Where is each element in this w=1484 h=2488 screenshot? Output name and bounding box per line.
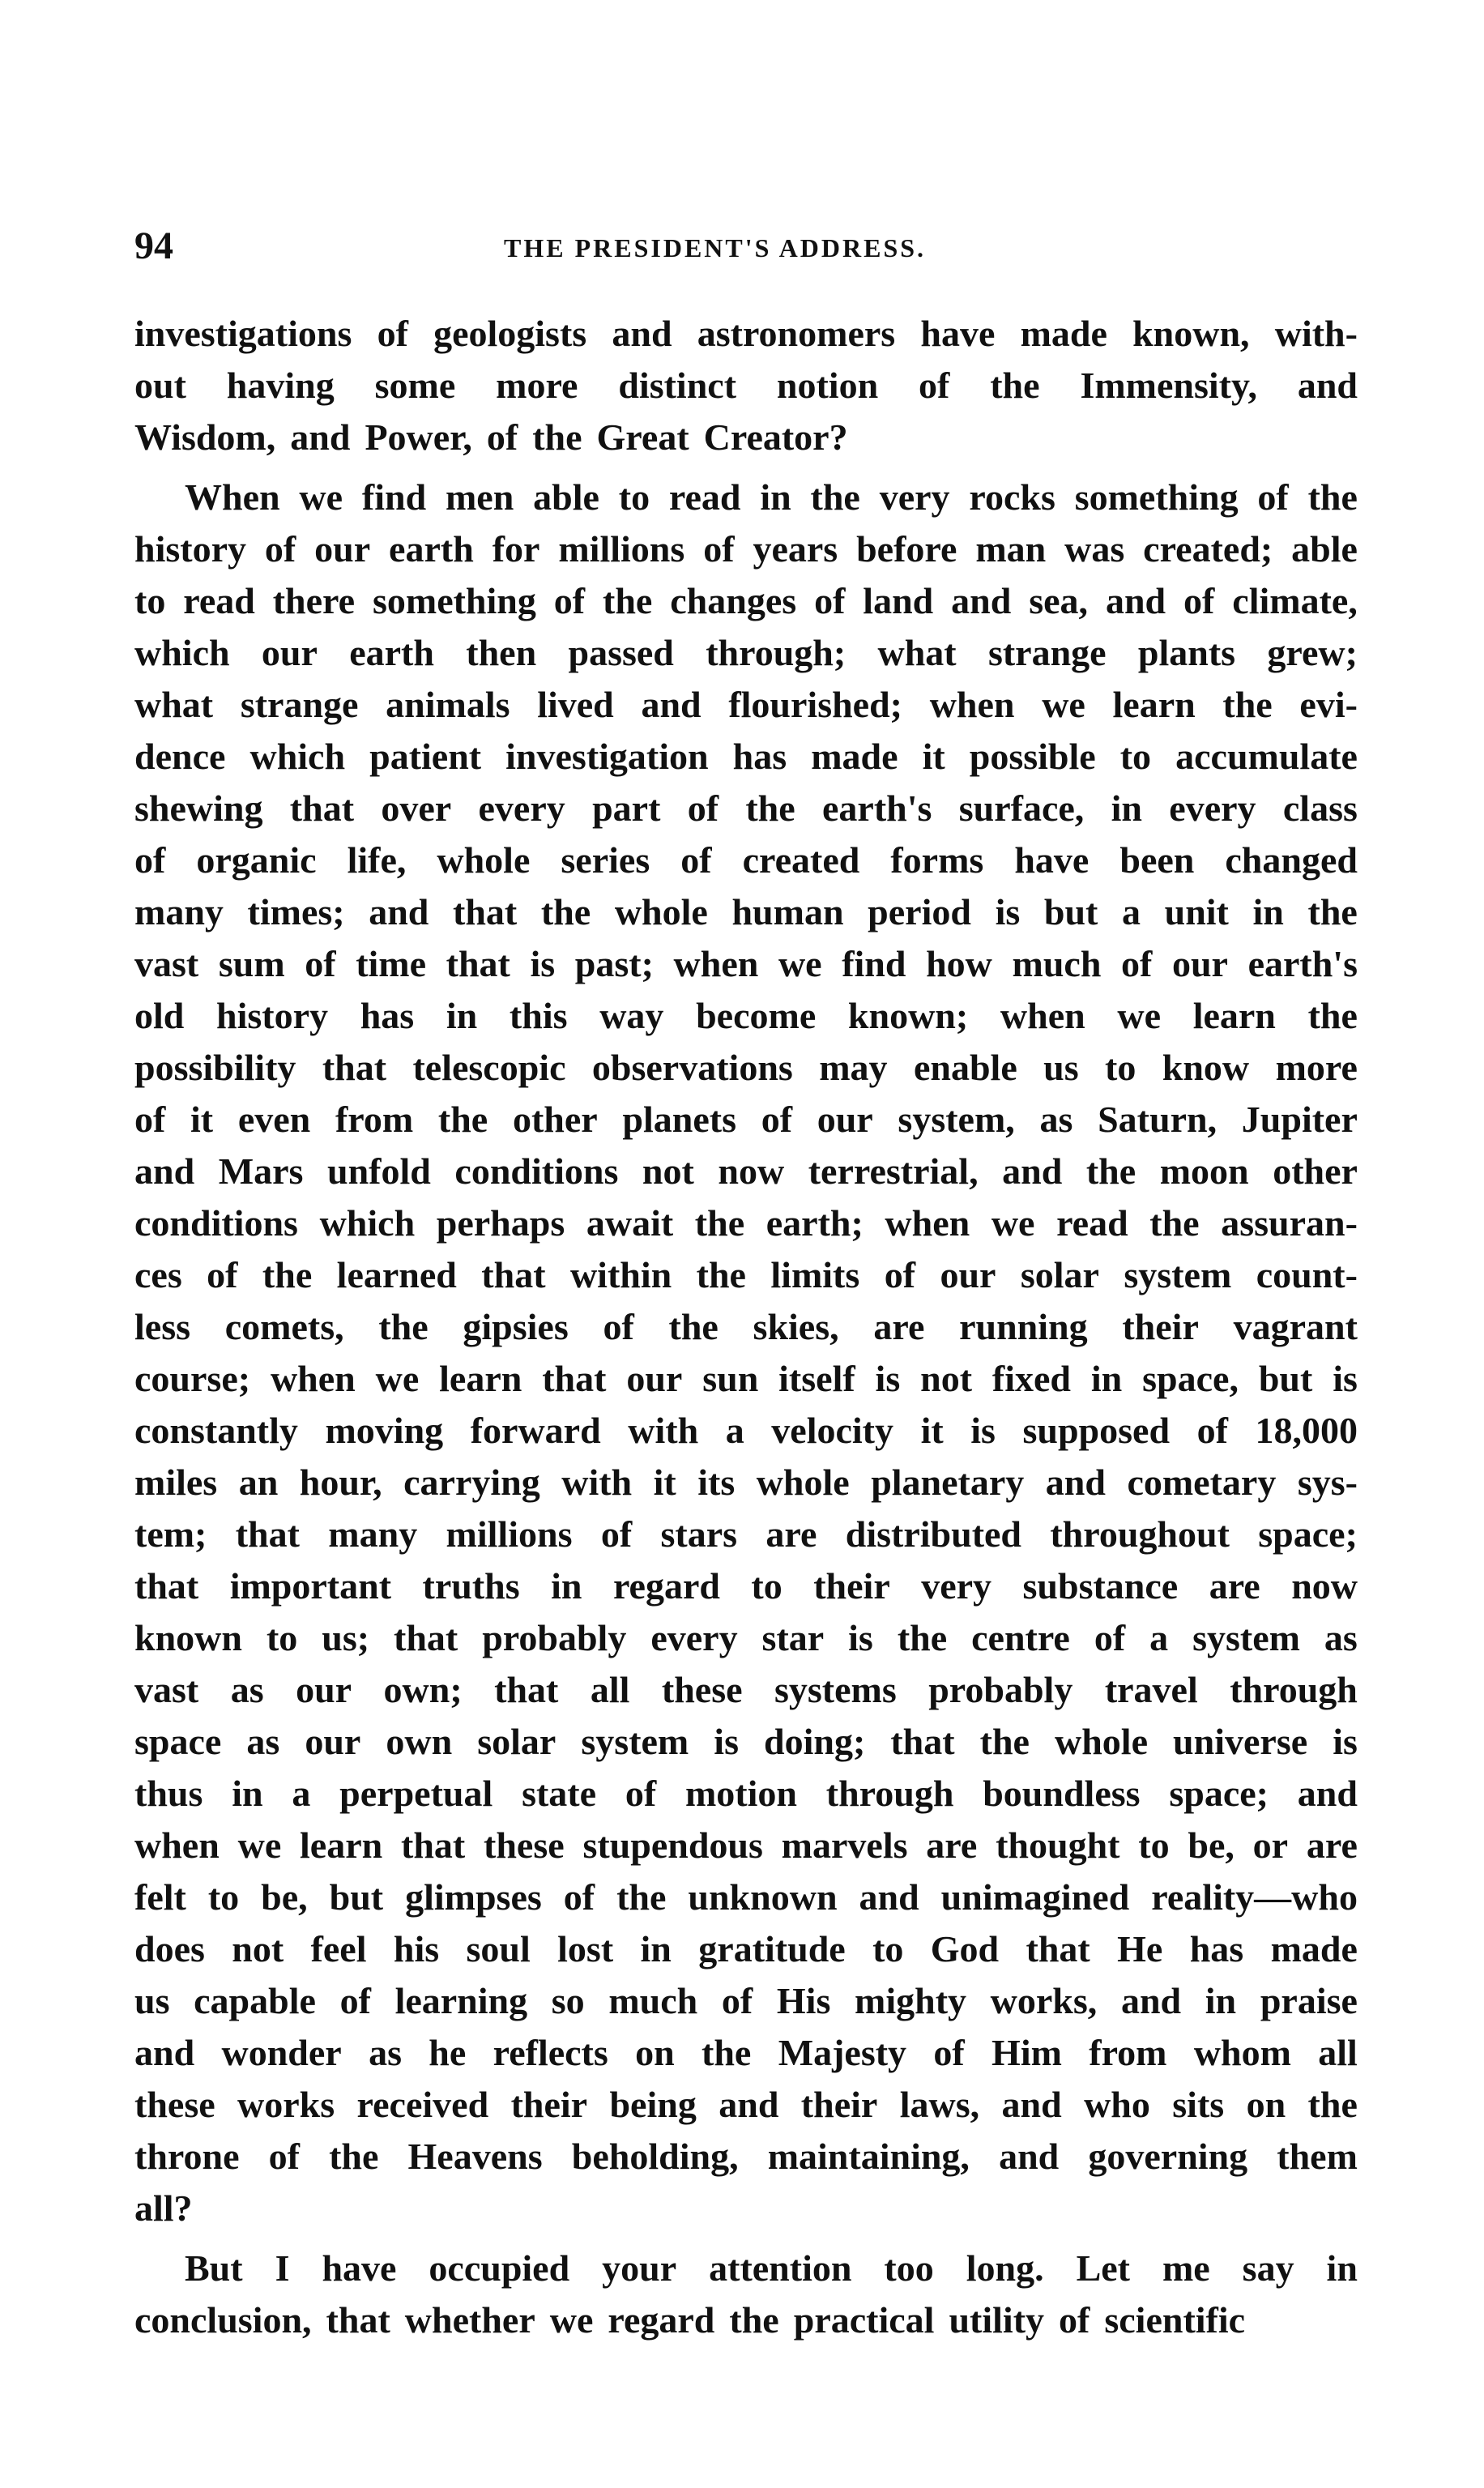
text-line: ces of the learned that within the limits of our solar system count-	[134, 1254, 1358, 1295]
text-line: all?	[134, 2187, 193, 2229]
text-line: and wonder as he reflects on the Majesty of Him from whom all	[134, 2032, 1358, 2073]
text-line: of it even from the other planets of our system, as Saturn, Jupiter	[134, 1099, 1358, 1140]
text-line: out having some more distinct notion of the Immensity, and	[134, 365, 1358, 406]
text-line: what strange animals lived and flourished; when we learn the evi-	[134, 684, 1358, 725]
text-line: that important truths in regard to their very substance are now	[134, 1565, 1358, 1607]
text-line: conclusion, that whether we regard the practical utility of scientific	[134, 2299, 1246, 2341]
text-line: less comets, the gipsies of the skies, are running their vagrant	[134, 1306, 1358, 1347]
text-line: of organic life, whole series of created forms have been changed	[134, 839, 1358, 881]
text-line: space as our own solar system is doing; that the whole universe is	[134, 1721, 1358, 1762]
paragraph	[134, 308, 1358, 463]
text-line: which our earth then passed through; what strange plants grew;	[134, 632, 1358, 673]
text-line: when we learn that these stupendous marvels are thought to be, or are	[134, 1824, 1358, 1866]
text-line: these works received their being and their laws, and who sits on the	[134, 2084, 1358, 2125]
text-line: vast sum of time that is past; when we find how much of our earth's	[134, 943, 1358, 984]
text-line: many times; and that the whole human period is but a unit in the	[134, 891, 1358, 932]
text-line: conditions which perhaps await the earth; when we read the assuran-	[134, 1202, 1358, 1244]
paragraph-gap	[134, 463, 1358, 472]
text-line: and Mars unfold conditions not now terrestrial, and the moon other	[134, 1150, 1358, 1192]
paragraph-gap	[134, 2234, 1358, 2243]
paragraph	[134, 2243, 1358, 2346]
text-line: constantly moving forward with a velocity it is supposed of 18,000	[134, 1410, 1358, 1451]
text-line: to read there something of the changes of land and sea, and of climate,	[134, 580, 1358, 621]
text-line: investigations of geologists and astronomers have made known, with-	[134, 313, 1358, 354]
text-line: history of our earth for millions of years before man was created; able	[134, 528, 1358, 570]
text-line: thus in a perpetual state of motion through boundless space; and	[134, 1773, 1358, 1814]
text-line: vast as our own; that all these systems probably travel through	[134, 1669, 1358, 1710]
text-line: known to us; that probably every star is the centre of a system as	[134, 1617, 1358, 1658]
text-line: miles an hour, carrying with it its whole planetary and cometary sys-	[134, 1462, 1358, 1503]
text-line: course; when we learn that our sun itself is not fixed in space, but is	[134, 1358, 1358, 1399]
running-title: THE PRESIDENT'S ADDRESS.	[504, 233, 927, 262]
text-line: throne of the Heavens beholding, maintaining, and governing them	[134, 2136, 1358, 2177]
page-number: 94	[134, 224, 173, 267]
running-head	[134, 222, 1358, 271]
text-line: But I have occupied your attention too long. Let me say in	[185, 2247, 1358, 2289]
body-text	[134, 308, 1358, 2346]
text-line: When we find men able to read in the very rocks something of the	[185, 476, 1358, 518]
text-line: possibility that telescopic observations may enable us to know more	[134, 1047, 1358, 1088]
text-line: dence which patient investigation has made it possible to accumulate	[134, 736, 1358, 777]
text-line: us capable of learning so much of His mighty works, and in praise	[134, 1980, 1358, 2021]
text-line: Wisdom, and Power, of the Great Creator?	[134, 416, 848, 458]
text-line: tem; that many millions of stars are distributed throughout space;	[134, 1513, 1358, 1555]
text-line: old history has in this way become known; when we learn the	[134, 995, 1358, 1036]
text-line: shewing that over every part of the earth's surface, in every class	[134, 787, 1358, 829]
paragraph	[134, 472, 1358, 2234]
text-line: felt to be, but glimpses of the unknown and unimagined reality—who	[134, 1876, 1358, 1918]
text-line: does not feel his soul lost in gratitude to God that He has made	[134, 1928, 1358, 1969]
